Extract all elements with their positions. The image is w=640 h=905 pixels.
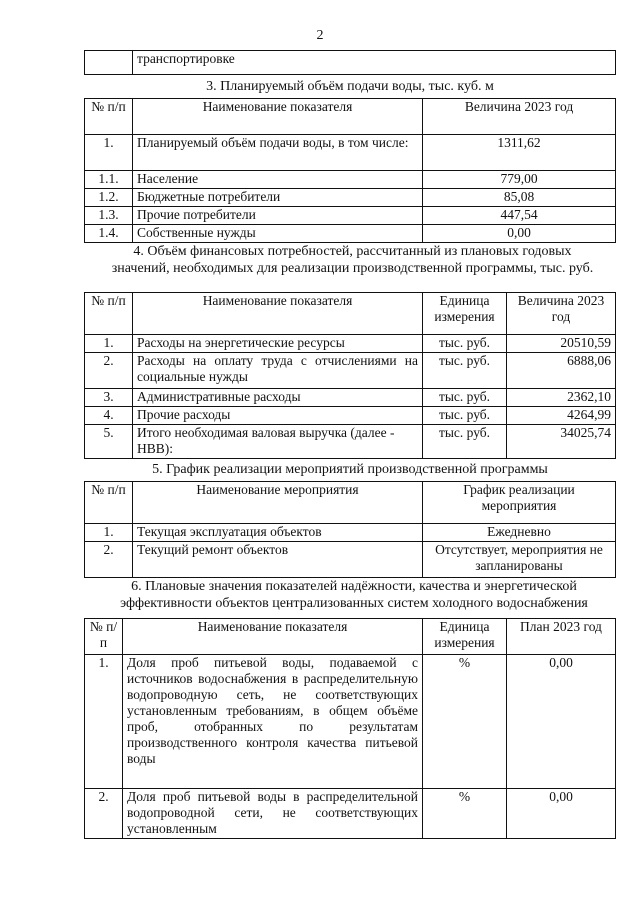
row-unit: тыс. руб.	[423, 335, 507, 353]
row-value: 447,54	[423, 207, 616, 225]
row-unit: тыс. руб.	[423, 389, 507, 407]
header-value: План 2023 год	[507, 619, 616, 655]
row-num: 2.	[85, 789, 123, 839]
row-num: 3.	[85, 389, 133, 407]
row-name: Итого необходимая валовая выручка (далее - НВВ):	[133, 425, 423, 459]
continued-table	[84, 50, 616, 75]
header-num: № п/п	[85, 293, 133, 335]
header-value: Величина 2023 год	[507, 293, 616, 335]
table-row	[85, 335, 616, 353]
row-unit: тыс. руб.	[423, 407, 507, 425]
row-name: Прочие расходы	[133, 407, 423, 425]
section-4-title: 4. Объём финансовых потребностей, рассчитанный из плановых годовых значений, необходимых для реализации производственной программы, тыс. руб.	[111, 244, 594, 276]
row-unit: тыс. руб.	[423, 353, 507, 389]
section-5-title: 5. График реализации мероприятий производственной программы	[152, 462, 548, 477]
row-value: 6888,06	[507, 353, 616, 389]
table-row	[85, 655, 616, 789]
row-unit: %	[423, 789, 507, 839]
table-row	[85, 425, 616, 459]
row-name: Расходы на оплату труда с отчислениями на социальные нужды	[133, 353, 423, 389]
row-num: 1.2.	[85, 189, 133, 207]
row-num: 1.	[85, 524, 133, 542]
row-name: Прочие потребители	[133, 207, 423, 225]
table-row	[85, 135, 616, 171]
indicators-table	[84, 618, 616, 839]
section-3-title: 3. Планируемый объём подачи воды, тыс. куб. м	[206, 79, 494, 94]
header-name: Наименование показателя	[123, 619, 423, 655]
header-num: № п/п	[85, 482, 133, 524]
row-value: 34025,74	[507, 425, 616, 459]
header-num: № п/п	[85, 619, 123, 655]
header-unit: Единица измерения	[423, 619, 507, 655]
row-value: 4264,99	[507, 407, 616, 425]
row-name: Бюджетные потребители	[133, 189, 423, 207]
row-value: 85,08	[423, 189, 616, 207]
header-schedule: График реализации мероприятия	[423, 482, 616, 524]
table-row	[85, 353, 616, 389]
table-row	[85, 207, 616, 225]
row-num: 1.	[85, 655, 123, 789]
header-num: № п/п	[85, 99, 133, 135]
row-name: Текущий ремонт объектов	[133, 542, 423, 578]
schedule-table	[84, 481, 616, 578]
row-value: 779,00	[423, 171, 616, 189]
header-name: Наименование мероприятия	[133, 482, 423, 524]
row-name: Административные расходы	[133, 389, 423, 407]
row-num: 1.	[85, 335, 133, 353]
table-row	[85, 789, 616, 839]
row-value: 0,00	[507, 655, 616, 789]
row-num: 4.	[85, 407, 133, 425]
row-unit: %	[423, 655, 507, 789]
row-num: 1.4.	[85, 225, 133, 243]
header-value: Величина 2023 год	[423, 99, 616, 135]
row-name: Собственные нужды	[133, 225, 423, 243]
section-6-title: 6. Плановые значения показателей надёжности, качества и энергетической эффективности объектов централизованных систем холодного водоснабжения	[120, 579, 588, 611]
header-name: Наименование показателя	[133, 293, 423, 335]
row-name: Планируемый объём подачи воды, в том числе:	[133, 135, 423, 171]
row-name: Расходы на энергетические ресурсы	[133, 335, 423, 353]
header-name: Наименование показателя	[133, 99, 423, 135]
table-row	[85, 189, 616, 207]
row-schedule: Отсутствует, мероприятия не запланированы	[423, 542, 616, 578]
row-num: 5.	[85, 425, 133, 459]
row-name: Текущая эксплуатация объектов	[133, 524, 423, 542]
row-value: 0,00	[423, 225, 616, 243]
row-value: 2362,10	[507, 389, 616, 407]
row-unit: тыс. руб.	[423, 425, 507, 459]
row-name: Доля проб питьевой воды в распределительной водопроводной сети, не соответствующих установленным	[123, 789, 423, 839]
row-num: 1.	[85, 135, 133, 171]
continued-table-text: транспортировке	[133, 51, 616, 75]
table-row	[85, 389, 616, 407]
row-num: 2.	[85, 542, 133, 578]
table-row	[85, 225, 616, 243]
row-num: 2.	[85, 353, 133, 389]
row-num: 1.3.	[85, 207, 133, 225]
financial-needs-table	[84, 292, 616, 459]
header-unit: Единица измерения	[423, 293, 507, 335]
row-name: Доля проб питьевой воды, подаваемой с источников водоснабжения в распределительную водопроводную сеть, не соответствующих установленным требованиям, в общем объёме проб, отобранных по результатам производственного контроля качества питьевой воды	[123, 655, 423, 789]
row-value: 1311,62	[423, 135, 616, 171]
table-row	[85, 171, 616, 189]
row-schedule: Ежедневно	[423, 524, 616, 542]
continued-table-cell	[85, 51, 133, 75]
row-num: 1.1.	[85, 171, 133, 189]
table-row	[85, 524, 616, 542]
water-supply-table	[84, 98, 616, 243]
row-value: 0,00	[507, 789, 616, 839]
table-row	[85, 542, 616, 578]
row-value: 20510,59	[507, 335, 616, 353]
page-number: 2	[316, 28, 324, 43]
table-row	[85, 407, 616, 425]
row-name: Население	[133, 171, 423, 189]
